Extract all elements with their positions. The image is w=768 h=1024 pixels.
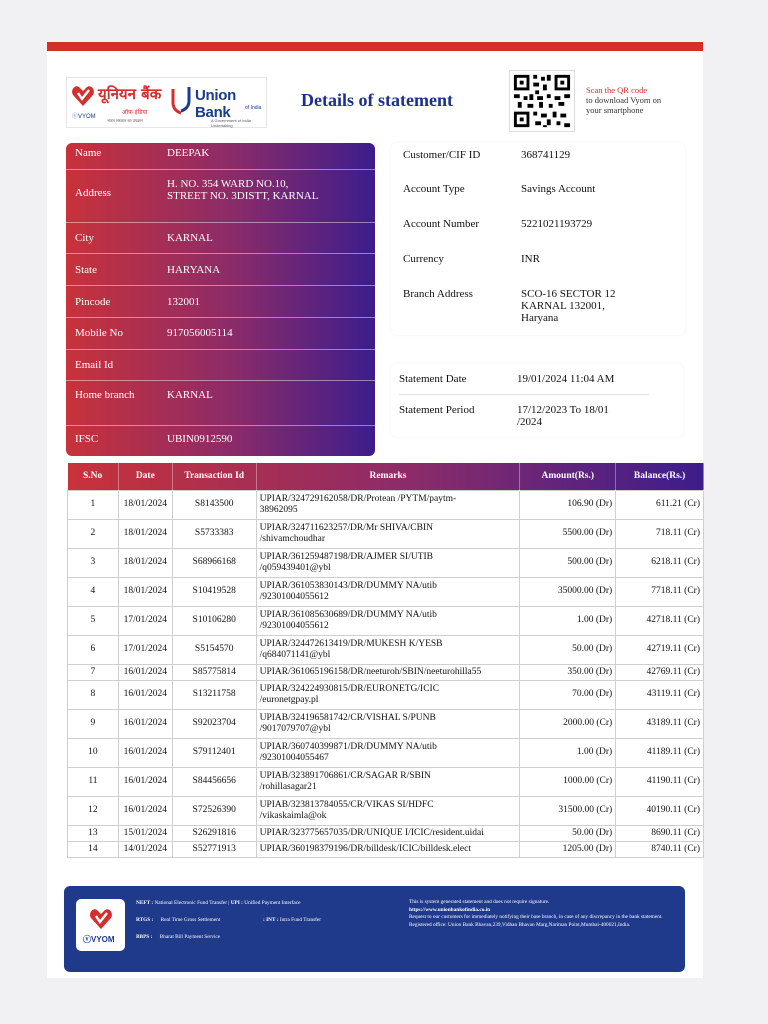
- cell-date: 15/01/2024: [118, 825, 172, 841]
- vyom-label: ⓥVYOM: [72, 114, 96, 120]
- cell-balance: 41190.11 (Cr): [616, 767, 704, 796]
- union-bank-mark-icon: [170, 85, 192, 115]
- cell-sno: 5: [68, 606, 119, 635]
- cell-date: 16/01/2024: [118, 709, 172, 738]
- cell-sno: 8: [68, 680, 119, 709]
- cell-amount: 1.00 (Dr): [520, 738, 616, 767]
- account-details-card: [391, 143, 685, 335]
- cell-remarks: UPIAR/361085630689/DR/DUMMY NA/utib /92301004055612: [256, 606, 520, 635]
- table-row: [68, 767, 704, 796]
- cell-sno: 9: [68, 709, 119, 738]
- glossary-bbps: [136, 933, 220, 941]
- cell-balance: 43189.11 (Cr): [616, 709, 704, 738]
- cell-date: 16/01/2024: [118, 738, 172, 767]
- cell-remarks: UPIAR/360740399871/DR/DUMMY NA/utib /92301004055467: [256, 738, 520, 767]
- cell-balance: 8740.11 (Cr): [616, 841, 704, 857]
- cell-transaction-id: S52771913: [172, 841, 256, 857]
- cell-remarks: UPIAR/324711623257/DR/Mr SHIVA/CBIN /shivamchoudhar: [256, 519, 520, 548]
- cell-transaction-id: S5154570: [172, 635, 256, 664]
- cell-remarks: UPIAR/361259487198/DR/AJMER SI/UTIB /q059439401@ybl: [256, 548, 520, 577]
- account-number-label: Account Number: [403, 218, 480, 230]
- mobile-value: 917056005114: [167, 327, 233, 339]
- customer-details-card: [66, 143, 375, 456]
- divider: [66, 380, 375, 381]
- cell-remarks: UPIAR/324729162058/DR/Protean /PYTM/paytm- 38962095: [256, 490, 520, 519]
- cell-date: 18/01/2024: [118, 577, 172, 606]
- cif-label: Customer/CIF ID: [403, 149, 481, 161]
- int-value: Intra Fund Transfer: [279, 917, 322, 923]
- divider: [399, 394, 649, 395]
- table-row: [68, 635, 704, 664]
- logo-of-india: of India: [245, 105, 262, 111]
- statement-info-card: [391, 364, 683, 437]
- cell-remarks: UPIAB/323891706861/CR/SAGAR R/SBIN /rohillasagar21: [256, 767, 520, 796]
- cell-sno: 13: [68, 825, 119, 841]
- period-line-1: 17/12/2023 To 18/01: [517, 404, 609, 416]
- cell-transaction-id: S13211758: [172, 680, 256, 709]
- ifsc-value: UBIN0912590: [167, 433, 233, 445]
- name-label: Name: [75, 147, 102, 159]
- branch-address-label: Branch Address: [403, 288, 473, 300]
- statement-period-value: [517, 404, 609, 428]
- cell-transaction-id: S26291816: [172, 825, 256, 841]
- logo-govt-tagline: A Government of India Undertaking: [211, 118, 251, 128]
- divider: [66, 285, 375, 286]
- account-type-value: Savings Account: [521, 183, 596, 195]
- divider: [66, 349, 375, 350]
- glossary-int: [263, 916, 321, 924]
- account-number-value: 5221021193729: [521, 218, 593, 230]
- cell-transaction-id: S5733383: [172, 519, 256, 548]
- cell-date: 18/01/2024: [118, 548, 172, 577]
- cell-balance: 42769.11 (Cr): [616, 664, 704, 680]
- cell-remarks: UPIAR/324472613419/DR/MUKESH K/YESB /q684071141@ybl: [256, 635, 520, 664]
- footer-notes: [409, 899, 679, 929]
- logo-brand-name: Union Bank: [195, 87, 236, 121]
- table-row: [68, 841, 704, 857]
- divider: [66, 253, 375, 254]
- cell-amount: 35000.00 (Dr): [520, 577, 616, 606]
- cell-amount: 350.00 (Dr): [520, 664, 616, 680]
- qr-instructions: [586, 85, 661, 115]
- cell-sno: 11: [68, 767, 119, 796]
- footer-note-registered-office: Registered office: Union Bank Bhavan,239,Vidhan Bhavan Marg,Nariman Point,Mumbai-400021,India.: [409, 921, 631, 928]
- cell-balance: 718.11 (Cr): [616, 519, 704, 548]
- cell-amount: 70.00 (Dr): [520, 680, 616, 709]
- neft-key: NEFT :: [136, 900, 154, 906]
- cell-sno: 1: [68, 490, 119, 519]
- cell-sno: 14: [68, 841, 119, 857]
- cell-sno: 12: [68, 796, 119, 825]
- cell-remarks: UPIAB/324196581742/CR/VISHAL S/PUNB /9017079707@ybl: [256, 709, 520, 738]
- table-row: [68, 664, 704, 680]
- page-title: Details of statement: [301, 90, 453, 110]
- branch-address-line-3: Haryana: [521, 312, 559, 324]
- table-row: [68, 577, 704, 606]
- rtgs-value: Real Time Gross Settlement: [160, 917, 221, 923]
- bbps-value: Bharat Bill Payment Service: [159, 934, 221, 940]
- cell-balance: 43119.11 (Cr): [616, 680, 704, 709]
- cell-sno: 6: [68, 635, 119, 664]
- cell-amount: 106.90 (Dr): [520, 490, 616, 519]
- cell-remarks: UPIAB/323813784055/CR/VIKAS SI/HDFC /vikaskaimla@ok: [256, 796, 520, 825]
- cell-balance: 6218.11 (Cr): [616, 548, 704, 577]
- divider: [66, 317, 375, 318]
- vyom-heart-icon: [88, 907, 114, 931]
- footer-note-system: This is system generated statement and does not require signature.: [409, 899, 550, 905]
- cell-balance: 41189.11 (Cr): [616, 738, 704, 767]
- divider: [66, 425, 375, 426]
- footer-website-link[interactable]: https://www.unionbankofindia.co.in: [409, 906, 491, 913]
- table-row: [68, 825, 704, 841]
- address-line-2: STREET NO. 3DISTT, KARNAL: [167, 190, 319, 202]
- cell-balance: 42718.11 (Cr): [616, 606, 704, 635]
- footer-vyom-logo: [76, 899, 125, 951]
- logo-hindi-tagline: भारत सरकार का उपक्रम: [107, 118, 143, 123]
- col-header-sno: S.No: [68, 463, 119, 490]
- cell-transaction-id: S84456656: [172, 767, 256, 796]
- footer-note-discrepancy: Request to our customers for immediately notifying their base branch, in case of any discrepancy in the bank statement.: [409, 914, 663, 920]
- address-line-1: H. NO. 354 WARD NO.10,: [167, 178, 289, 190]
- int-key: : INT :: [263, 917, 279, 923]
- cell-transaction-id: S68966168: [172, 548, 256, 577]
- cell-sno: 2: [68, 519, 119, 548]
- cell-sno: 3: [68, 548, 119, 577]
- cell-amount: 50.00 (Dr): [520, 635, 616, 664]
- cell-date: 18/01/2024: [118, 519, 172, 548]
- qr-text-line-1: Scan the QR code: [586, 85, 648, 95]
- account-type-label: Account Type: [403, 183, 465, 195]
- cell-date: 16/01/2024: [118, 664, 172, 680]
- cell-sno: 7: [68, 664, 119, 680]
- period-line-2: /2024: [517, 416, 543, 428]
- qr-text-line-2: to download Vyom on: [586, 95, 662, 105]
- cell-sno: 4: [68, 577, 119, 606]
- statement-date-value: 19/01/2024 11:04 AM: [517, 373, 615, 385]
- cif-value: 368741129: [521, 149, 571, 161]
- cell-transaction-id: S10419528: [172, 577, 256, 606]
- bank-logo: [66, 77, 267, 128]
- cell-transaction-id: S92023704: [172, 709, 256, 738]
- col-header-amount: Amount(Rs.): [520, 463, 616, 490]
- cell-balance: 40190.11 (Cr): [616, 796, 704, 825]
- cell-amount: 1.00 (Dr): [520, 606, 616, 635]
- cell-date: 16/01/2024: [118, 796, 172, 825]
- table-row: [68, 796, 704, 825]
- cell-amount: 1000.00 (Cr): [520, 767, 616, 796]
- cell-sno: 10: [68, 738, 119, 767]
- cell-remarks: UPIAR/360198379196/DR/billdesk/ICIC/billdesk.elect: [256, 841, 520, 857]
- cell-balance: 42719.11 (Cr): [616, 635, 704, 664]
- cell-transaction-id: S10106280: [172, 606, 256, 635]
- glossary-neft-upi: [136, 899, 300, 907]
- cell-remarks: UPIAR/361053830143/DR/DUMMY NA/utib /92301004055612: [256, 577, 520, 606]
- table-row: [68, 606, 704, 635]
- city-value: KARNAL: [167, 232, 213, 244]
- currency-value: INR: [521, 253, 540, 265]
- table-row: [68, 490, 704, 519]
- vyom-heart-icon: [71, 84, 95, 108]
- upi-value: Unified Payment Interface: [244, 900, 301, 906]
- table-row: [68, 738, 704, 767]
- upi-key: UPI :: [230, 900, 243, 906]
- cell-remarks: UPIAR/324224930815/DR/EURONETG/ICIC /euronetgpay.pl: [256, 680, 520, 709]
- cell-date: 18/01/2024: [118, 490, 172, 519]
- pincode-label: Pincode: [75, 296, 111, 308]
- cell-balance: 7718.11 (Cr): [616, 577, 704, 606]
- cell-balance: 8690.11 (Cr): [616, 825, 704, 841]
- statement-date-label: Statement Date: [399, 373, 467, 385]
- branch-address-line-1: SCO-16 SECTOR 12: [521, 288, 616, 300]
- mobile-label: Mobile No: [75, 327, 123, 339]
- neft-value: National Electronic Fund Transfer |: [154, 900, 230, 906]
- col-header-remarks: Remarks: [256, 463, 520, 490]
- col-header-balance: Balance(Rs.): [616, 463, 704, 490]
- logo-hindi-text: यूनियन बैंक: [98, 85, 162, 103]
- cell-amount: 1205.00 (Dr): [520, 841, 616, 857]
- divider: [66, 169, 375, 170]
- logo-hindi-sub: ऑफ़ इंडिया: [122, 109, 148, 116]
- footer: [64, 886, 685, 972]
- address-label: Address: [75, 187, 112, 199]
- cell-balance: 611.21 (Cr): [616, 490, 704, 519]
- col-header-date: Date: [118, 463, 172, 490]
- rtgs-key: RTGS :: [136, 917, 154, 923]
- pincode-value: 132001: [167, 296, 200, 308]
- cell-amount: 2000.00 (Cr): [520, 709, 616, 738]
- cell-date: 16/01/2024: [118, 680, 172, 709]
- transactions-table: [67, 463, 704, 858]
- glossary-rtgs: [136, 916, 220, 924]
- table-header-row: [68, 463, 704, 490]
- home-branch-value: KARNAL: [167, 389, 213, 401]
- cell-date: 14/01/2024: [118, 841, 172, 857]
- table-row: [68, 548, 704, 577]
- table-row: [68, 519, 704, 548]
- ifsc-label: IFSC: [75, 433, 99, 445]
- branch-address-line-2: KARNAL 132001,: [521, 300, 605, 312]
- cell-transaction-id: S85775814: [172, 664, 256, 680]
- cell-transaction-id: S8143500: [172, 490, 256, 519]
- cell-amount: 50.00 (Dr): [520, 825, 616, 841]
- qr-code-icon[interactable]: [509, 70, 575, 132]
- state-value: HARYANA: [167, 264, 221, 276]
- top-accent-bar: [47, 42, 703, 51]
- cell-transaction-id: S79112401: [172, 738, 256, 767]
- city-label: City: [75, 232, 94, 244]
- currency-label: Currency: [403, 253, 444, 265]
- footer-logo-text: ⓥVYOM: [83, 935, 115, 944]
- cell-amount: 31500.00 (Cr): [520, 796, 616, 825]
- cell-date: 16/01/2024: [118, 767, 172, 796]
- table-row: [68, 680, 704, 709]
- col-header-transaction-id: Transaction Id: [172, 463, 256, 490]
- cell-amount: 5500.00 (Dr): [520, 519, 616, 548]
- cell-date: 17/01/2024: [118, 635, 172, 664]
- qr-text-line-3: your smartphone: [586, 105, 644, 115]
- cell-remarks: UPIAR/361065196158/DR/neeturoh/SBIN/neeturohilla55: [256, 664, 520, 680]
- cell-transaction-id: S72526390: [172, 796, 256, 825]
- state-label: State: [75, 264, 97, 276]
- cell-amount: 500.00 (Dr): [520, 548, 616, 577]
- cell-remarks: UPIAR/323775657035/DR/UNIQUE I/ICIC/resident.uidai: [256, 825, 520, 841]
- statement-period-label: Statement Period: [399, 404, 475, 416]
- divider: [66, 222, 375, 223]
- branch-address-value: [521, 288, 616, 324]
- table-row: [68, 709, 704, 738]
- bbps-key: BBPS :: [136, 934, 153, 940]
- name-value: DEEPAK: [167, 147, 210, 159]
- home-branch-label: Home branch: [75, 389, 135, 401]
- cell-date: 17/01/2024: [118, 606, 172, 635]
- email-label: Email Id: [75, 359, 114, 371]
